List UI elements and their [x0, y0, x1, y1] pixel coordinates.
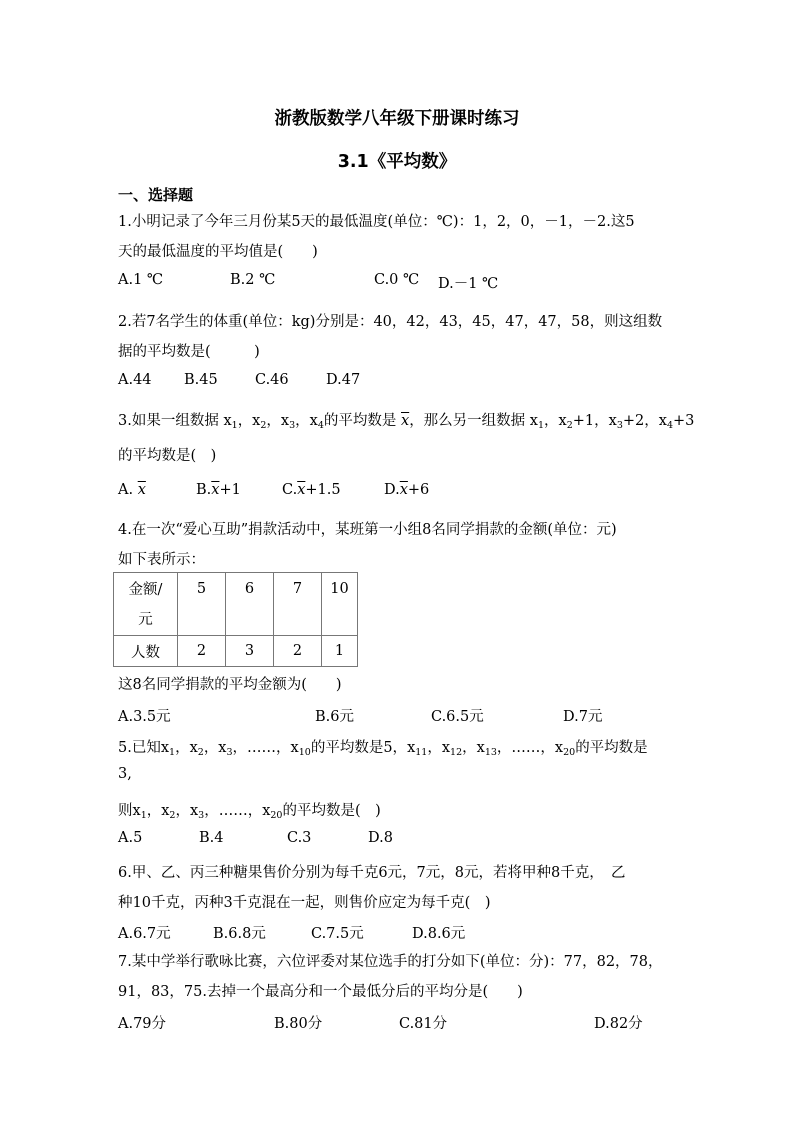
q3-vars-1: $x_1$，$x_2$，$x_3$，$x_4$ — [223, 413, 324, 431]
q6-option-b: B.6.8元 — [213, 926, 266, 942]
table-cell: 3 — [226, 636, 274, 667]
table-cell: 7 — [274, 573, 322, 636]
q4-line2: 如下表所示： — [118, 552, 205, 568]
q1-line1: 1.小明记录了今年三月份某5天的最低温度(单位：℃)：1，2，0，－1，－2.这5 — [118, 214, 635, 230]
page-subtitle: 3.1《平均数》 — [337, 152, 457, 172]
q1-option-a: A.1 ℃ — [118, 272, 164, 288]
q6-line1: 6.甲、乙、丙三种糖果售价分别为每千克6元，7元，8元，若将甲种8千克， 乙 — [118, 865, 626, 881]
q5-option-c: C.3 — [287, 830, 312, 846]
table-cell: 6 — [226, 573, 274, 636]
q7-line1: 7.某中学举行歌咏比赛，六位评委对某位选手的打分如下(单位：分)：77，82，78， — [118, 954, 663, 970]
q3-stem-b: 的平均数是 — [323, 413, 397, 429]
q5-option-a: A.5 — [118, 830, 143, 846]
q1-line2: 天的最低温度的平均值是( ) — [118, 244, 318, 260]
section-heading: 一、选择题 — [118, 186, 194, 204]
table-cell: 2 — [178, 636, 226, 667]
q3-line1 — [118, 409, 694, 430]
q4-option-c: C.6.5元 — [431, 709, 484, 725]
q3-option-c: $C.\overline{x}+1.5$ — [282, 482, 341, 498]
q5-line2: 3, — [118, 766, 132, 782]
q1-option-c: C.0 ℃ — [374, 272, 420, 288]
q5-line3: 则$x_1$，$x_2$，$x_3$，……，$x_{20}$的平均数是( ) — [118, 803, 381, 821]
q4-option-d: D.7元 — [563, 709, 603, 725]
table-cell: 2 — [274, 636, 322, 667]
q3-option-a: A. $\overline{x}$ — [118, 482, 146, 498]
q3-mean-symbol: $\overline{x}$ — [401, 413, 410, 429]
q3-option-d: $D.\overline{x}+6$ — [384, 482, 430, 498]
q3-option-b: $B.\overline{x}+1$ — [196, 482, 241, 498]
q3-line2: 的平均数是( ) — [118, 448, 217, 464]
q2-option-a: A.44 — [118, 372, 152, 388]
q5-option-d: D.8 — [368, 830, 393, 846]
table-cell: 10 — [322, 573, 358, 636]
q5-line1: 5.已知$x_1$，$x_2$，$x_3$，……，$x_{10}$的平均数是5，$x_{11}$，$x_{12}$，$x_{13}$，……，$x_{20}$的平均数是 — [118, 740, 648, 758]
q7-line2: 91，83，75.去掉一个最高分和一个最低分后的平均分是( ) — [118, 984, 523, 1000]
q5-option-b: B.4 — [199, 830, 224, 846]
q2-line1: 2.若7名学生的体重(单位：kg)分别是：40，42，43，45，47，47，58，则这组数 — [118, 314, 663, 330]
table-row-amount — [114, 573, 358, 636]
q2-option-d: D.47 — [326, 372, 361, 388]
q7-option-c: C.81分 — [399, 1016, 448, 1032]
q3-vars-2: $x_1$，$x_2+1$，$x_3+2$，$x_4+3$ — [529, 413, 695, 431]
table-cell: 1 — [322, 636, 358, 667]
q4-option-b: B.6元 — [315, 709, 354, 725]
q6-option-c: C.7.5元 — [311, 926, 364, 942]
q2-option-b: B.45 — [184, 372, 218, 388]
page-title: 浙教版数学八年级下册课时练习 — [274, 109, 520, 129]
q3-stem-a: 3.如果一组数据 — [118, 413, 219, 429]
table-cell: 5 — [178, 573, 226, 636]
q1-option-d: D.－1 ℃ — [438, 276, 499, 292]
q4-line1: 4.在一次“爱心互助”捐款活动中，某班第一小组8名同学捐款的金额(单位：元) — [118, 522, 617, 538]
q1-option-b: B.2 ℃ — [230, 272, 276, 288]
q6-option-a: A.6.7元 — [118, 926, 171, 942]
q2-option-c: C.46 — [255, 372, 289, 388]
q4-option-a: A.3.5元 — [118, 709, 171, 725]
q6-option-d: D.8.6元 — [412, 926, 466, 942]
q4-after-table: 这8名同学捐款的平均金额为( ) — [118, 677, 342, 693]
q7-option-d: D.82分 — [594, 1016, 643, 1032]
q7-option-a: A.79分 — [118, 1016, 167, 1032]
q2-line2: 据的平均数是( ) — [118, 344, 260, 360]
table-header-amount: 金额/ 元 — [114, 573, 178, 636]
table-row-count — [114, 636, 358, 667]
table-header-count: 人数 — [114, 636, 178, 667]
q6-line2: 种10千克，丙种3千克混在一起，则售价应定为每千克( ) — [118, 895, 491, 911]
q7-option-b: B.80分 — [274, 1016, 323, 1032]
donation-table — [113, 572, 358, 667]
q3-stem-c: ，那么另一组数据 — [409, 413, 526, 429]
